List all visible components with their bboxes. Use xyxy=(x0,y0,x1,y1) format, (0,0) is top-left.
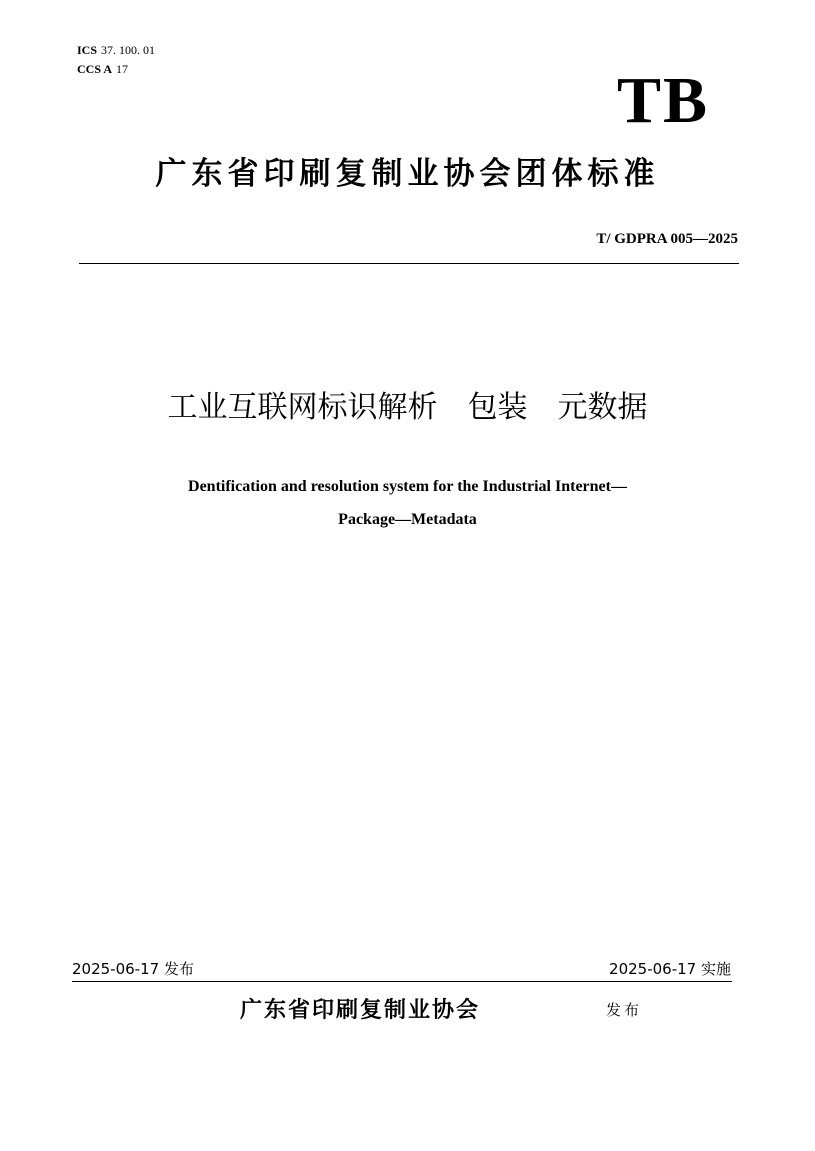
standard-category-title: 广东省印刷复制业协会团体标准 xyxy=(155,156,660,192)
implement-date: 2025-06-17 实施 xyxy=(609,960,731,978)
ics-value: 37. 100. 01 xyxy=(101,43,156,57)
top-divider xyxy=(79,263,739,264)
main-title: 工业互联网标识解析 包装 元数据 xyxy=(167,390,648,425)
ics-code xyxy=(77,43,155,57)
ccs-value: 17 xyxy=(116,62,129,76)
ccs-code xyxy=(77,62,128,76)
bottom-divider xyxy=(72,981,732,982)
issuer-name: 广东省印刷复制业协会 xyxy=(240,997,481,1023)
publish-date: 2025-06-17 发布 xyxy=(72,960,194,978)
tb-mark: TB xyxy=(616,64,709,137)
english-title-line-1: Dentification and resolution system for the Industrial Internet— xyxy=(188,478,627,495)
standard-number: T/ GDPRA 005—2025 xyxy=(596,231,738,247)
ccs-label: CCS A xyxy=(77,62,113,76)
ics-label: ICS xyxy=(77,43,98,57)
english-title-line-2: Package—Metadata xyxy=(338,511,477,528)
issuer-action: 发布 xyxy=(606,1001,643,1019)
